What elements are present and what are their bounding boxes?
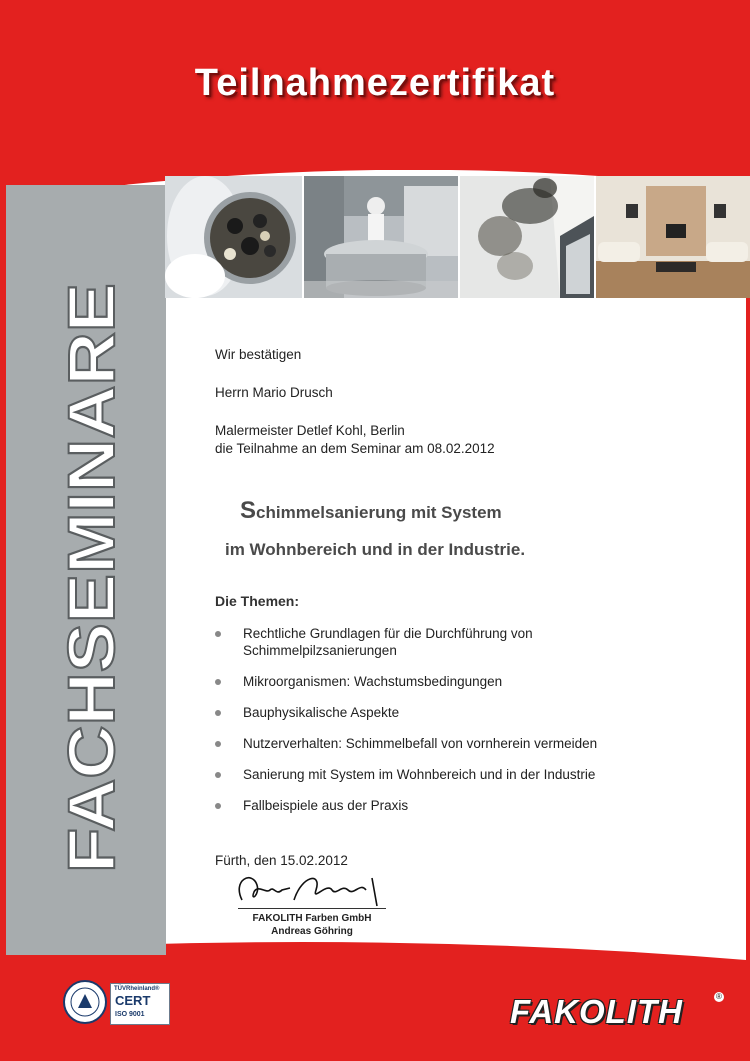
topic-text: Bauphysikalische Aspekte [243,705,400,720]
petri-dish-photo [165,176,302,298]
cert-box [110,983,170,1025]
place-date: Fürth, den 15.02.2012 [215,853,348,868]
topic-text: Sanierung mit System im Wohnbereich und in der Industrie [243,767,596,782]
list-item [215,673,685,690]
course-title-initial: S [240,497,257,524]
company-line: Malermeister Detlef Kohl, Berlin [215,423,405,438]
industrial-kitchen-photo [304,176,458,298]
list-item [215,625,685,659]
cert-brand: TÜVRheinland® [114,986,160,992]
topic-text: Mikroorganismen: Wachstumsbedingungen [243,674,503,689]
living-room-photo [596,176,750,298]
themes-list [215,625,685,828]
sidebar-vertical-label [6,185,166,955]
bullet-icon [215,679,221,685]
fakolith-logo: FAKOLITH [510,993,683,1030]
list-item [215,735,685,752]
bullet-icon [215,803,221,809]
attendance-line: die Teilnahme an dem Seminar am 08.02.2012 [215,441,495,456]
signature-line [238,908,386,909]
cert-label: CERT [115,993,151,1008]
registered-mark: ® [714,992,724,1002]
confirm-text: Wir bestätigen [215,347,302,362]
course-subtitle: im Wohnbereich und in der Industrie. [225,540,526,559]
topic-text: Fallbeispiele aus der Praxis [243,798,409,813]
topic-text: Rechtliche Grundlagen für die Durchführung von Schimmelpilzsanierungen [243,626,533,658]
vertical-label-text: FACHSEMINARE [54,344,128,873]
themes-heading: Die Themen: [215,593,300,609]
participant-name: Herrn Mario Drusch [215,385,333,400]
list-item [215,704,685,721]
certificate-title: Teilnahmezertifikat [194,62,556,104]
list-item [215,766,685,783]
mold-wall-photo [460,176,594,298]
bullet-icon [215,631,221,637]
topic-text: Nutzerverhalten: Schimmelbefall von vornherein vermeiden [243,736,598,751]
bullet-icon [215,772,221,778]
bullet-icon [215,710,221,716]
signatory-block [238,912,386,938]
signatory-name: Andreas Göhring [271,926,353,937]
cert-iso: ISO 9001 [115,1011,145,1018]
course-title [240,497,502,525]
list-item [215,797,685,814]
signature [232,870,382,910]
course-title-rest: chimmelsanierung mit System [256,503,502,522]
bullet-icon [215,741,221,747]
company-name: FAKOLITH Farben GmbH [252,913,372,924]
